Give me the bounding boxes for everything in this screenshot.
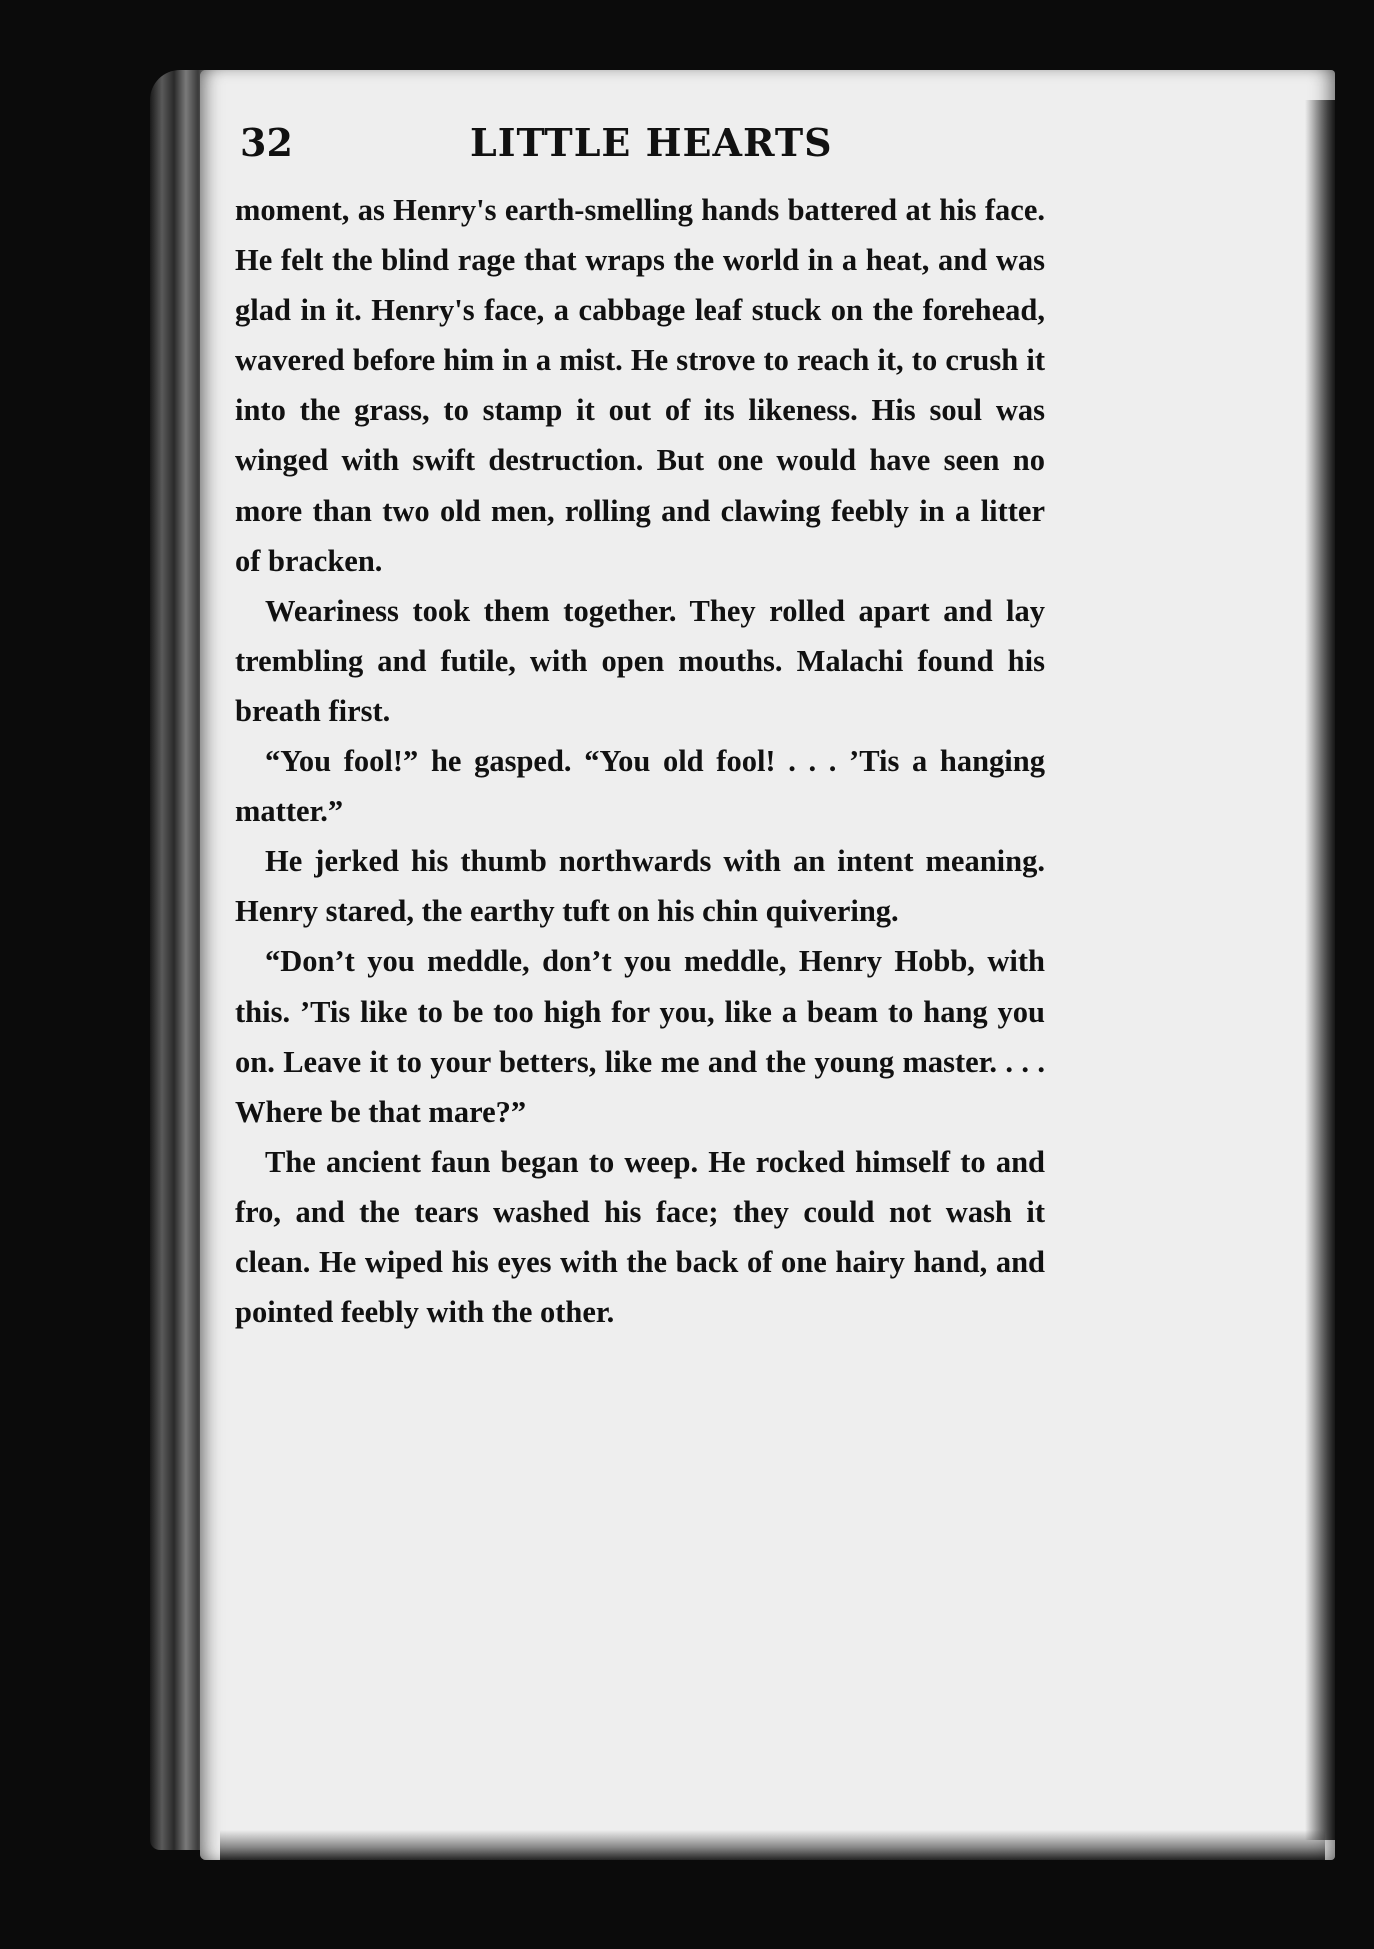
paragraph: “Don’t you meddle, don’t you meddle, Henry Hobb, with this. ’Tis like to be too high for you, like a beam to hang you on. Leave it to your betters, like me and the young master. . . . Where be that mare?” [235, 944, 1045, 1129]
paragraph-continued: moment, as Henry's earth-smelling hands battered at his face. He felt the blind rage that wraps the world in a heat, and was glad in it. Henry's face, a cabbage leaf stuck on the forehead, wavered before him in a mist. He strove to reach it, to crush it into the grass, to stamp it out of its likeness. His soul was winged with swift destruction. But one would have seen no more than two old men, rolling and clawing feebly in a litter of bracken. [235, 193, 1045, 578]
paragraph: “You fool!” he gasped. “You old fool! . . . ’Tis a hanging matter.” [235, 744, 1045, 829]
page-number: 32 [240, 120, 293, 165]
body-text [235, 185, 1045, 1337]
running-title: LITTLE HEARTS [470, 120, 833, 165]
paragraph: The ancient faun began to weep. He rocked himself to and fro, and the tears washed his face; they could not wash it clean. He wiped his eyes with the back of one hairy hand, and pointed feebly with the other. [235, 1144, 1045, 1330]
page-right-shadow [1305, 100, 1335, 1840]
running-header [240, 120, 1050, 180]
paragraph: He jerked his thumb northwards with an intent meaning. Henry stared, the earthy tuft on his chin quivering. [235, 844, 1045, 929]
page-bottom-shadow [220, 1830, 1325, 1860]
paragraph: Weariness took them together. They rolled apart and lay trembling and futile, with open mouths. Malachi found his breath first. [235, 593, 1045, 728]
